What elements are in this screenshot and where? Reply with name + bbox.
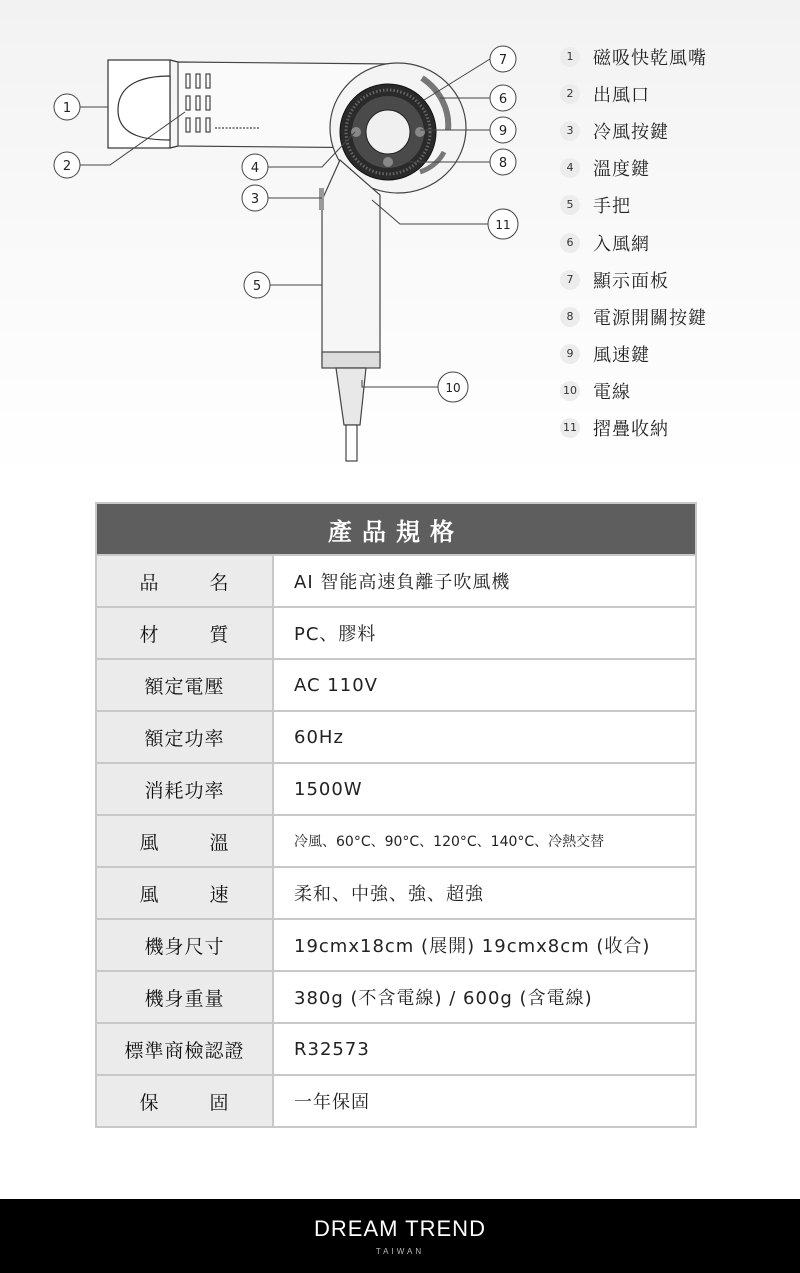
callout-11: 11 [495, 218, 511, 232]
legend-label: 溫度鍵 [593, 159, 650, 181]
spec-value: AI 智能高速負離子吹風機 [273, 555, 696, 607]
legend-item [560, 373, 790, 410]
legend-number: 4 [560, 158, 580, 178]
spec-value: 19cmx18cm (展開) 19cmx8cm (收合) [273, 919, 696, 971]
spec-label: 標準商檢認證 [96, 1023, 273, 1075]
table-row [96, 763, 696, 815]
table-row [96, 555, 696, 607]
legend-number: 1 [560, 47, 580, 67]
nozzle-illustration [108, 60, 178, 148]
legend-item [560, 224, 790, 261]
callout-6: 6 [498, 92, 508, 107]
legend-label: 入風網 [593, 233, 650, 255]
legend-label: 手把 [593, 196, 631, 218]
legend-number: 6 [560, 233, 580, 253]
spec-value: R32573 [273, 1023, 696, 1075]
spec-label: 風溫 [139, 831, 230, 854]
table-row [96, 815, 696, 867]
spec-value: AC 110V [273, 659, 696, 711]
spec-label: 風速 [139, 883, 230, 906]
table-row [96, 971, 696, 1023]
dryer-handle-illustration [319, 160, 380, 461]
callout-7: 7 [498, 53, 508, 68]
legend-item [560, 261, 790, 298]
spec-table-title: 產品規格 [96, 503, 696, 555]
callout-2: 2 [62, 159, 72, 174]
callout-1: 1 [62, 101, 72, 116]
table-row [96, 919, 696, 971]
table-row [96, 711, 696, 763]
legend-item [560, 112, 790, 149]
legend-number: 5 [560, 195, 580, 215]
legend-label: 電源開關按鍵 [593, 307, 707, 329]
table-row [96, 1023, 696, 1075]
spec-label: 保固 [139, 1091, 230, 1114]
legend-number: 9 [560, 344, 580, 364]
spec-value: 一年保固 [273, 1075, 696, 1127]
spec-label: 額定電壓 [96, 659, 273, 711]
callout-8: 8 [498, 156, 508, 171]
spec-label: 機身尺寸 [96, 919, 273, 971]
legend-item [560, 38, 790, 75]
spec-value: 柔和、中強、強、超強 [273, 867, 696, 919]
legend-number: 2 [560, 84, 580, 104]
legend-label: 出風口 [593, 84, 650, 106]
spec-value: PC、膠料 [273, 607, 696, 659]
brand-subtitle: TAIWAN [375, 1247, 425, 1256]
legend-number: 8 [560, 307, 580, 327]
legend-number: 10 [560, 381, 580, 401]
table-row [96, 1075, 696, 1127]
legend-label: 電線 [593, 382, 631, 404]
callout-9: 9 [498, 124, 508, 139]
spec-table [95, 502, 697, 1128]
table-row [96, 607, 696, 659]
legend-item [560, 150, 790, 187]
table-row [96, 659, 696, 711]
legend-item [560, 410, 790, 447]
legend-number: 3 [560, 121, 580, 141]
spec-label: 機身重量 [96, 971, 273, 1023]
callout-10: 10 [445, 381, 461, 395]
legend-label: 摺疊收納 [593, 419, 669, 441]
legend-label: 顯示面板 [593, 270, 669, 292]
spec-value: 1500W [273, 763, 696, 815]
legend-label: 冷風按鍵 [593, 121, 669, 143]
spec-value: 380g (不含電線) / 600g (含電線) [273, 971, 696, 1023]
spec-value: 60Hz [273, 711, 696, 763]
parts-legend [560, 38, 790, 447]
spec-label: 材質 [139, 623, 230, 646]
callout-5: 5 [252, 279, 262, 294]
legend-number: 7 [560, 270, 580, 290]
legend-number: 11 [560, 418, 580, 438]
legend-item [560, 298, 790, 335]
legend-label: 風速鍵 [593, 345, 650, 367]
callout-4: 4 [250, 161, 260, 176]
legend-label: 磁吸快乾風嘴 [593, 47, 707, 69]
legend-item [560, 187, 790, 224]
callout-3: 3 [250, 192, 260, 207]
legend-item [560, 336, 790, 373]
spec-value: 冷風、60°C、90°C、120°C、140°C、冷熱交替 [273, 815, 696, 867]
brand-name: DREAM TREND [314, 1216, 486, 1241]
spec-label: 品名 [139, 571, 230, 594]
spec-label: 消耗功率 [96, 763, 273, 815]
spec-label: 額定功率 [96, 711, 273, 763]
legend-item [560, 75, 790, 112]
table-row [96, 867, 696, 919]
